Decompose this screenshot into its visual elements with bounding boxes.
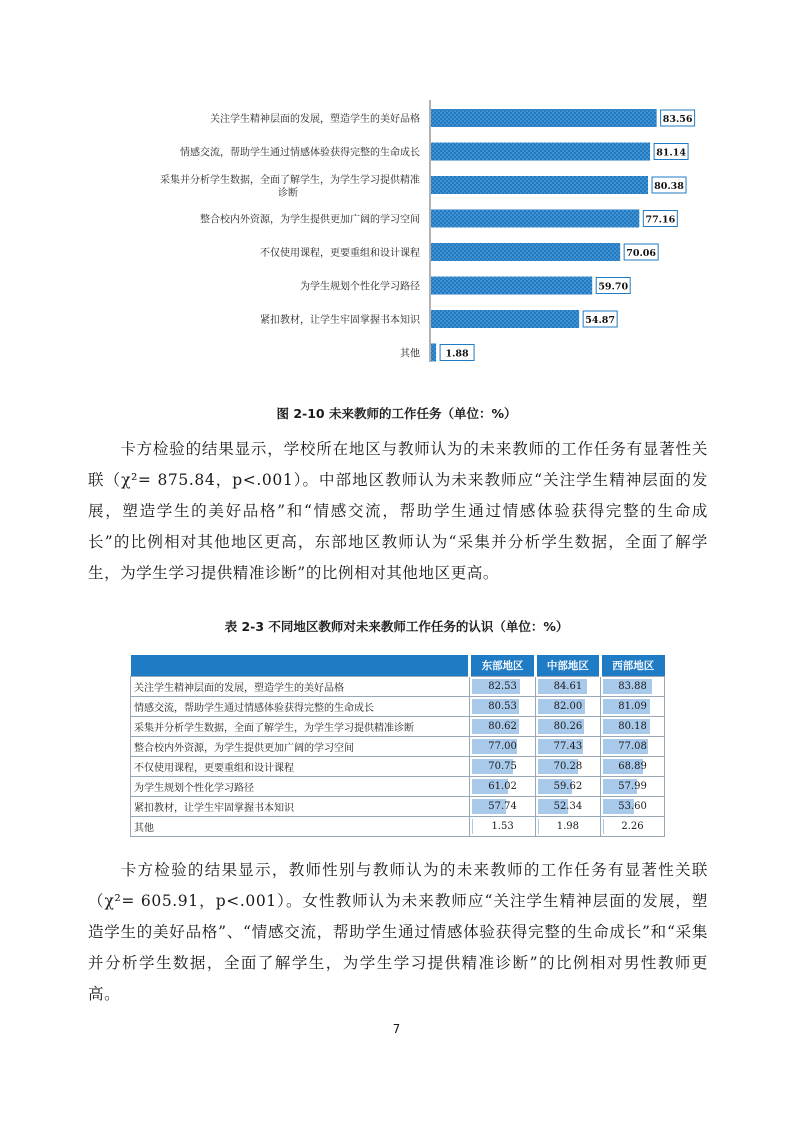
- table-cell-value: [535, 777, 600, 797]
- chart-bar: [431, 176, 648, 194]
- table-cell-value: [470, 797, 535, 817]
- paragraph-region-text: 卡方检验的结果显示，学校所在地区与教师认为的未来教师的工作任务有显著性关联（χ²= 875.84，p<.001）。中部地区教师认为未来教师应“关注学生精神层面的发展，塑造学生的美好品格”和“情感交流，帮助学生通过情感体验获得完整的生命成长”的比例相对其他地区更高，东部地区教师认为“采集并分析学生数据，全面了解学生，为学生学习提供精准诊断”的比例相对其他地区更高。: [88, 440, 708, 582]
- table-row: [131, 697, 665, 717]
- chart-bar: [431, 210, 639, 228]
- table-cell-value: [601, 757, 665, 777]
- table-cell-value: [535, 737, 600, 757]
- table-cell-text: 1.98: [556, 821, 580, 832]
- chart-category-label: 整合校内外资源，为学生提供更加广阔的学习空间: [200, 214, 420, 226]
- table-cell-text: 82.00: [553, 701, 583, 712]
- table-cell-text: 81.09: [618, 701, 647, 712]
- bar-chart: [0, 0, 793, 380]
- table-header-central: 中部地区: [535, 655, 600, 677]
- table-cell-value: [601, 797, 665, 817]
- chart-category-label: 紧扣教材，让学生牢固掌握书本知识: [260, 315, 420, 326]
- paragraph-region: [88, 434, 708, 589]
- chart-category-label: 情感交流，帮助学生通过情感体验获得完整的生命成长: [180, 147, 420, 159]
- chart-category-label: 为学生规划个性化学习路径: [300, 281, 420, 293]
- chart-bar: [431, 109, 657, 127]
- table-cell-text: 59.62: [553, 781, 583, 792]
- chart-value-label: 70.06: [626, 248, 657, 259]
- chart-bar: [431, 310, 579, 328]
- table-cell-value: [535, 697, 600, 717]
- table-cell-bar: [472, 819, 473, 834]
- table-cell-value: [470, 817, 535, 837]
- chart-value-label: 81.14: [656, 147, 686, 159]
- table-cell-value: [535, 677, 600, 697]
- table-cell-text: 80.53: [488, 701, 517, 712]
- table-cell-text: 83.88: [618, 681, 647, 692]
- table-cell-text: 70.28: [553, 761, 583, 772]
- table-cell-value: [470, 757, 535, 777]
- table-row-label: 采集并分析学生数据，全面了解学生，为学生学习提供精准诊断: [131, 717, 470, 737]
- table-cell-text: 2.26: [621, 821, 644, 832]
- table-cell-text: 80.62: [488, 721, 517, 732]
- table-cell-text: 77.43: [553, 741, 583, 752]
- table-row-label: 关注学生精神层面的发展，塑造学生的美好品格: [131, 677, 470, 697]
- chart-value-label: 80.38: [654, 181, 684, 192]
- table-cell-value: [601, 677, 665, 697]
- table-cell-text: 57.99: [618, 781, 647, 792]
- table-cell-text: 80.18: [618, 721, 647, 732]
- page-number: 7: [392, 1022, 401, 1036]
- table-cell-bar: [538, 819, 539, 834]
- chart-bar: [431, 143, 650, 161]
- table-row-label: 整合校内外资源，为学生提供更加广阔的学习空间: [131, 737, 470, 757]
- region-table: [130, 655, 665, 837]
- table-header-west: 西部地区: [601, 655, 665, 677]
- table-row: [131, 797, 665, 817]
- paragraph-gender: [88, 855, 708, 1010]
- table-cell-value: [470, 777, 535, 797]
- chart-value-label: 77.16: [645, 214, 676, 226]
- chart-value-label: 83.56: [662, 114, 693, 125]
- chart-bar: [431, 277, 592, 295]
- table-cell-text: 82.53: [488, 681, 517, 692]
- table-cell-text: 53.60: [618, 801, 647, 812]
- table-row: [131, 817, 665, 837]
- table-cell-text: 1.53: [491, 821, 514, 832]
- table-caption: 表 2-3 不同地区教师对未来教师工作任务的认识（单位：%）: [224, 619, 569, 634]
- table-row-label: 情感交流，帮助学生通过情感体验获得完整的生命成长: [131, 697, 470, 717]
- table-cell-value: [470, 717, 535, 737]
- table-cell-text: 77.00: [488, 741, 517, 752]
- chart-bar: [431, 243, 620, 261]
- table-cell-text: 70.75: [488, 761, 517, 772]
- table-cell-value: [601, 777, 665, 797]
- figure-caption: 图 2-10 未来教师的工作任务（单位：%）: [276, 406, 517, 421]
- table-cell-value: [535, 717, 600, 737]
- table-cell-value: [601, 697, 665, 717]
- table-cell-value: [535, 817, 600, 837]
- chart-category-label: 不仅使用课程，更要重组和设计课程: [260, 248, 420, 259]
- table-cell-value: [535, 757, 600, 777]
- table-row: [131, 737, 665, 757]
- table-row-label: 紧扣教材，让学生牢固掌握书本知识: [131, 797, 470, 817]
- paragraph-gender-text: 卡方检验的结果显示，教师性别与教师认为的未来教师的工作任务有显著性关联（χ²= 605.91，p<.001）。女性教师认为未来教师应“关注学生精神层面的发展，塑造学生的美好品格”、“情感交流，帮助学生通过情感体验获得完整的生命成长”和“采集并分析学生数据，全面了解学生，为学生学习提供精准诊断”的比例相对男性教师更高。: [88, 861, 708, 1003]
- table-cell-text: 57.74: [488, 801, 517, 812]
- table-cell-text: 80.26: [553, 721, 583, 732]
- table-cell-text: 61.02: [488, 781, 517, 792]
- table-cell-value: [470, 737, 535, 757]
- table-cell-bar: [603, 819, 604, 834]
- table-cell-text: 77.08: [618, 741, 647, 752]
- table-cell-text: 84.61: [553, 681, 583, 692]
- chart-category-label: 关注学生精神层面的发展，塑造学生的美好品格: [210, 114, 420, 125]
- table-row: [131, 717, 665, 737]
- table-cell-text: 52.34: [553, 801, 583, 812]
- table-header-east: 东部地区: [470, 655, 535, 677]
- chart-value-label: 54.87: [585, 315, 616, 326]
- table-row-label: 其他: [131, 817, 470, 837]
- table-cell-value: [601, 717, 665, 737]
- table-cell-text: 68.89: [618, 761, 647, 772]
- chart-bar: [431, 344, 436, 362]
- chart-category-label: 其他: [400, 348, 420, 360]
- table-cell-value: [601, 737, 665, 757]
- table-row: [131, 677, 665, 697]
- chart-category-label: 采集并分析学生数据，全面了解学生，为学生学习提供精准诊断: [160, 175, 420, 199]
- chart-value-label: 59.70: [598, 281, 629, 293]
- table-row-label: 为学生规划个性化学习路径: [131, 777, 470, 797]
- table-header-blank: [131, 655, 470, 677]
- table-cell-value: [470, 697, 535, 717]
- table-row: [131, 757, 665, 777]
- table-row: [131, 777, 665, 797]
- table-row-label: 不仅使用课程，更要重组和设计课程: [131, 757, 470, 777]
- table-cell-value: [470, 677, 535, 697]
- table-cell-value: [601, 817, 665, 837]
- chart-value-label: 1.88: [445, 348, 469, 360]
- table-cell-value: [535, 797, 600, 817]
